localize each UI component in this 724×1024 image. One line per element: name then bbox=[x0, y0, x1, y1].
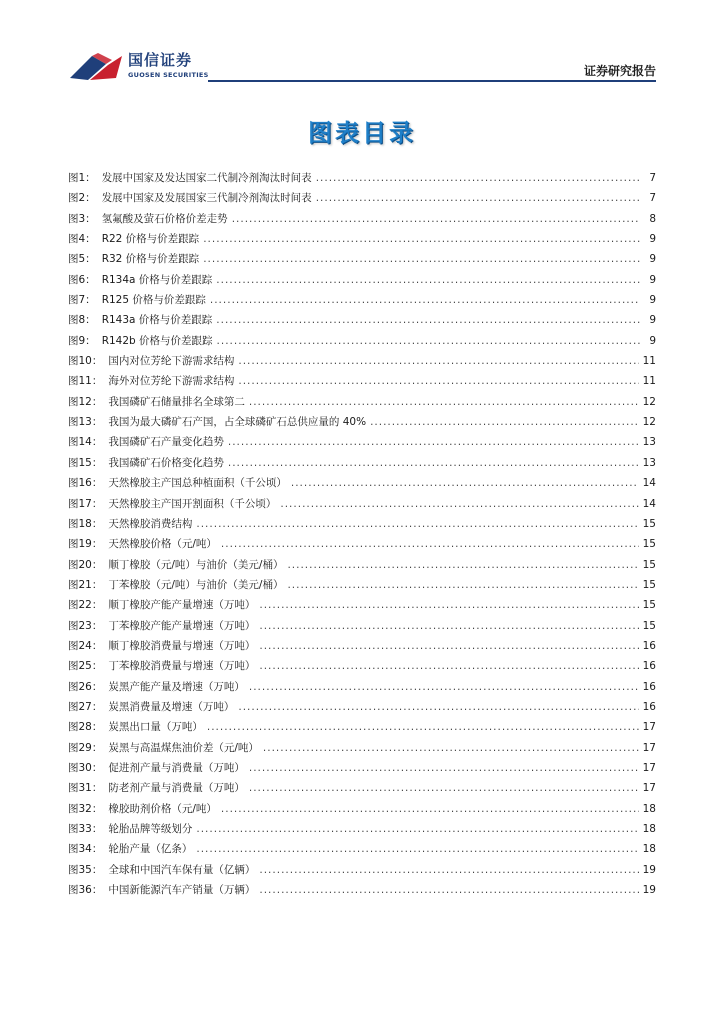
toc-figure-title: R22 价格与价差跟踪 bbox=[101, 233, 200, 246]
toc-figure-title: 我国磷矿石储量排名全球第二 bbox=[108, 395, 245, 408]
toc-figure-title: 天然橡胶主产国开割面积（千公顷） bbox=[108, 497, 277, 510]
toc-page-number: 8 bbox=[649, 212, 656, 225]
toc-entry[interactable] bbox=[68, 862, 656, 882]
toc-figure-title: 防老剂产量与消费量（万吨） bbox=[108, 782, 245, 795]
toc-leader-dots bbox=[249, 762, 639, 774]
brand-name-cn: 国信证券 bbox=[128, 51, 193, 69]
toc-figure-title: 炭黑产能产量及增速（万吨） bbox=[108, 680, 245, 693]
toc-figure-number: 图13： bbox=[68, 416, 103, 429]
toc-leader-dots bbox=[203, 253, 640, 265]
toc-entry[interactable] bbox=[68, 841, 656, 861]
table-of-figures bbox=[68, 170, 656, 902]
toc-figure-number: 图35： bbox=[68, 863, 103, 876]
toc-page-number: 13 bbox=[642, 436, 656, 449]
toc-leader-dots bbox=[217, 335, 640, 347]
toc-figure-title: 发展中国家及发达国家二代制冷剂淘汰时间表 bbox=[101, 172, 312, 184]
toc-entry[interactable] bbox=[68, 312, 656, 332]
toc-figure-number: 图7： bbox=[68, 294, 96, 307]
toc-figure-number: 图1： bbox=[68, 172, 96, 184]
toc-entry[interactable] bbox=[68, 475, 656, 495]
toc-entry[interactable] bbox=[68, 597, 656, 617]
toc-leader-dots bbox=[316, 172, 640, 184]
toc-figure-number: 图24： bbox=[68, 639, 103, 652]
toc-entry[interactable] bbox=[68, 821, 656, 841]
toc-figure-title: 炭黑与高温煤焦油价差（元/吨） bbox=[108, 741, 259, 754]
toc-figure-number: 图5： bbox=[68, 253, 96, 266]
toc-figure-number: 图29： bbox=[68, 741, 103, 754]
toc-figure-title: 顺丁橡胶产能产量增速（万吨） bbox=[108, 599, 256, 612]
toc-figure-number: 图3： bbox=[68, 212, 96, 225]
toc-page-number: 15 bbox=[642, 558, 656, 571]
toc-entry[interactable] bbox=[68, 740, 656, 760]
toc-leader-dots bbox=[196, 843, 638, 855]
toc-entry[interactable] bbox=[68, 618, 656, 638]
toc-figure-number: 图19： bbox=[68, 538, 103, 551]
toc-leader-dots bbox=[196, 518, 638, 530]
toc-entry[interactable] bbox=[68, 170, 656, 190]
toc-page-number: 17 bbox=[642, 741, 656, 754]
toc-figure-number: 图27： bbox=[68, 700, 103, 713]
toc-entry[interactable] bbox=[68, 516, 656, 536]
toc-leader-dots bbox=[263, 742, 639, 754]
toc-figure-title: 丁苯橡胶产能产量增速（万吨） bbox=[108, 619, 256, 632]
toc-figure-number: 图8： bbox=[68, 314, 96, 327]
toc-page-number: 19 bbox=[642, 863, 656, 876]
toc-figure-title: 氢氟酸及萤石价格价差走势 bbox=[101, 212, 228, 225]
toc-figure-title: 全球和中国汽车保有量（亿辆） bbox=[108, 863, 256, 876]
toc-entry[interactable] bbox=[68, 292, 656, 312]
toc-page-number: 16 bbox=[642, 700, 656, 713]
toc-figure-title: 顺丁橡胶消费量与增速（万吨） bbox=[108, 639, 256, 652]
toc-leader-dots bbox=[216, 314, 640, 326]
guosen-logo-icon bbox=[68, 50, 124, 82]
toc-page-number: 15 bbox=[642, 599, 656, 612]
toc-page-number: 14 bbox=[642, 477, 656, 490]
toc-leader-dots bbox=[221, 803, 639, 815]
toc-page-number: 16 bbox=[642, 639, 656, 652]
toc-page-number: 9 bbox=[649, 253, 656, 266]
toc-page-number: 12 bbox=[642, 395, 656, 408]
toc-page-number: 9 bbox=[649, 334, 656, 347]
toc-figure-number: 图4： bbox=[68, 233, 96, 246]
page-header bbox=[0, 0, 724, 90]
toc-figure-title: 中国新能源汽车产销量（万辆） bbox=[108, 884, 256, 897]
toc-figure-number: 图33： bbox=[68, 823, 103, 835]
toc-leader-dots bbox=[287, 579, 638, 591]
toc-figure-number: 图28： bbox=[68, 721, 103, 734]
toc-figure-number: 图23： bbox=[68, 619, 103, 632]
toc-leader-dots bbox=[259, 864, 638, 876]
toc-page-number: 15 bbox=[642, 619, 656, 632]
toc-entry[interactable] bbox=[68, 333, 656, 353]
toc-entry[interactable] bbox=[68, 414, 656, 434]
toc-figure-title: 天然橡胶价格（元/吨） bbox=[108, 538, 217, 551]
brand-name-en: GUOSEN SECURITIES bbox=[128, 71, 209, 79]
toc-page-number: 9 bbox=[649, 294, 656, 307]
toc-figure-number: 图9： bbox=[68, 334, 96, 347]
toc-leader-dots bbox=[238, 355, 638, 367]
toc-leader-dots bbox=[370, 416, 639, 428]
toc-figure-title: 轮胎品牌等级划分 bbox=[108, 823, 193, 835]
toc-leader-dots bbox=[259, 884, 638, 896]
toc-figure-title: 轮胎产量（亿条） bbox=[108, 843, 193, 856]
toc-entry[interactable] bbox=[68, 760, 656, 780]
toc-figure-number: 图18： bbox=[68, 517, 103, 530]
toc-entry[interactable] bbox=[68, 394, 656, 414]
toc-leader-dots bbox=[238, 375, 638, 387]
toc-entry[interactable] bbox=[68, 638, 656, 658]
toc-page-number: 17 bbox=[642, 782, 656, 795]
toc-entry[interactable] bbox=[68, 190, 656, 210]
toc-figure-title: 顺丁橡胶（元/吨）与油价（美元/桶） bbox=[108, 558, 284, 571]
toc-page-number: 18 bbox=[642, 843, 656, 856]
toc-figure-title: 丁苯橡胶（元/吨）与油价（美元/桶） bbox=[108, 578, 284, 591]
toc-leader-dots bbox=[216, 274, 640, 286]
toc-figure-number: 图16： bbox=[68, 477, 103, 490]
toc-entry[interactable] bbox=[68, 699, 656, 719]
toc-figure-number: 图31： bbox=[68, 782, 103, 795]
toc-entry[interactable] bbox=[68, 353, 656, 373]
toc-entry[interactable] bbox=[68, 536, 656, 556]
toc-page-number: 18 bbox=[642, 802, 656, 815]
toc-page-number: 16 bbox=[642, 680, 656, 693]
toc-page-number: 9 bbox=[649, 273, 656, 286]
toc-figure-title: 天然橡胶主产国总种植面积（千公顷） bbox=[108, 477, 287, 490]
toc-figure-number: 图32： bbox=[68, 802, 103, 815]
toc-figure-number: 图30： bbox=[68, 761, 103, 774]
toc-leader-dots bbox=[238, 701, 638, 713]
toc-leader-dots bbox=[259, 620, 638, 632]
toc-page-number: 17 bbox=[642, 761, 656, 774]
toc-figure-title: R32 价格与价差跟踪 bbox=[101, 253, 200, 266]
toc-page-number: 7 bbox=[649, 172, 656, 184]
toc-entry[interactable] bbox=[68, 780, 656, 800]
toc-leader-dots bbox=[232, 213, 640, 225]
toc-entry[interactable] bbox=[68, 577, 656, 597]
toc-figure-number: 图26： bbox=[68, 680, 103, 693]
toc-leader-dots bbox=[316, 192, 640, 204]
toc-figure-title: 我国为最大磷矿石产国，占全球磷矿石总供应量的 40% bbox=[108, 416, 367, 429]
toc-entry[interactable] bbox=[68, 801, 656, 821]
toc-figure-number: 图20： bbox=[68, 558, 103, 571]
toc-page-number: 13 bbox=[642, 456, 656, 469]
toc-figure-title: 炭黑消费量及增速（万吨） bbox=[108, 700, 235, 713]
toc-leader-dots bbox=[291, 477, 639, 489]
toc-page-number: 12 bbox=[642, 416, 656, 429]
toc-page-number: 15 bbox=[642, 517, 656, 530]
toc-page-number: 14 bbox=[642, 497, 656, 510]
toc-page-number: 16 bbox=[642, 660, 656, 673]
toc-page-number: 15 bbox=[642, 578, 656, 591]
toc-leader-dots bbox=[210, 294, 640, 306]
toc-entry[interactable] bbox=[68, 211, 656, 231]
toc-figure-title: R142b 价格与价差跟踪 bbox=[101, 334, 213, 347]
toc-entry[interactable] bbox=[68, 434, 656, 454]
toc-leader-dots bbox=[221, 538, 639, 550]
toc-page-number: 18 bbox=[642, 823, 656, 835]
toc-page-number: 19 bbox=[642, 884, 656, 897]
toc-figure-title: 我国磷矿石产量变化趋势 bbox=[108, 436, 224, 449]
report-type-label: 证券研究报告 bbox=[583, 64, 656, 78]
toc-figure-number: 图14： bbox=[68, 436, 103, 449]
header-divider bbox=[208, 80, 656, 82]
toc-leader-dots bbox=[259, 640, 638, 652]
toc-figure-title: R143a 价格与价差跟踪 bbox=[101, 314, 213, 327]
toc-figure-title: 发展中国家及发展国家三代制冷剂淘汰时间表 bbox=[101, 192, 312, 205]
toc-page-number: 7 bbox=[649, 192, 656, 205]
toc-leader-dots bbox=[249, 396, 639, 408]
toc-entry[interactable] bbox=[68, 455, 656, 475]
toc-leader-dots bbox=[207, 721, 639, 733]
toc-leader-dots bbox=[228, 457, 639, 469]
brand-block bbox=[128, 52, 209, 79]
toc-figure-number: 图25： bbox=[68, 660, 103, 673]
toc-figure-number: 图6： bbox=[68, 273, 96, 286]
toc-leader-dots bbox=[228, 436, 639, 448]
toc-figure-title: 国内对位芳纶下游需求结构 bbox=[108, 355, 235, 368]
toc-page-number: 11 bbox=[642, 355, 656, 368]
toc-entry[interactable] bbox=[68, 557, 656, 577]
toc-figure-number: 图22： bbox=[68, 599, 103, 612]
toc-leader-dots bbox=[249, 782, 639, 794]
toc-entry[interactable] bbox=[68, 658, 656, 678]
page-title: 图表目录 bbox=[308, 119, 416, 147]
toc-figure-number: 图36： bbox=[68, 884, 103, 897]
toc-figure-number: 图11： bbox=[68, 375, 103, 388]
toc-leader-dots bbox=[287, 559, 638, 571]
toc-figure-title: 橡胶助剂价格（元/吨） bbox=[108, 802, 217, 815]
toc-entry[interactable] bbox=[68, 231, 656, 251]
toc-figure-number: 图17： bbox=[68, 497, 103, 510]
toc-figure-title: R134a 价格与价差跟踪 bbox=[101, 273, 213, 286]
toc-entry[interactable] bbox=[68, 496, 656, 516]
toc-figure-title: 海外对位芳纶下游需求结构 bbox=[108, 375, 235, 388]
toc-figure-title: 天然橡胶消费结构 bbox=[108, 517, 193, 530]
toc-entry[interactable] bbox=[68, 719, 656, 739]
toc-entry[interactable] bbox=[68, 373, 656, 393]
toc-figure-title: 我国磷矿石价格变化趋势 bbox=[108, 456, 224, 469]
toc-figure-title: 丁苯橡胶消费量与增速（万吨） bbox=[108, 660, 256, 673]
toc-page-number: 9 bbox=[649, 314, 656, 327]
toc-leader-dots bbox=[249, 681, 639, 693]
toc-figure-title: 促进剂产量与消费量（万吨） bbox=[108, 761, 245, 774]
toc-leader-dots bbox=[259, 599, 638, 611]
toc-figure-number: 图2： bbox=[68, 192, 96, 205]
toc-figure-title: 炭黑出口量（万吨） bbox=[108, 721, 203, 734]
toc-figure-number: 图15： bbox=[68, 456, 103, 469]
toc-page-number: 11 bbox=[642, 375, 656, 388]
toc-figure-number: 图34： bbox=[68, 843, 103, 856]
toc-figure-number: 图12： bbox=[68, 395, 103, 408]
toc-leader-dots bbox=[203, 233, 640, 245]
toc-figure-title: R125 价格与价差跟踪 bbox=[101, 294, 206, 307]
toc-page-number: 9 bbox=[649, 233, 656, 246]
toc-leader-dots bbox=[259, 660, 638, 672]
toc-entry[interactable] bbox=[68, 272, 656, 292]
toc-page-number: 17 bbox=[642, 721, 656, 734]
toc-entry[interactable] bbox=[68, 251, 656, 271]
toc-leader-dots bbox=[196, 823, 638, 835]
toc-entry[interactable] bbox=[68, 679, 656, 699]
toc-figure-number: 图10： bbox=[68, 355, 103, 368]
toc-entry[interactable] bbox=[68, 882, 656, 902]
toc-leader-dots bbox=[280, 498, 638, 510]
toc-page-number: 15 bbox=[642, 538, 656, 551]
toc-figure-number: 图21： bbox=[68, 578, 103, 591]
